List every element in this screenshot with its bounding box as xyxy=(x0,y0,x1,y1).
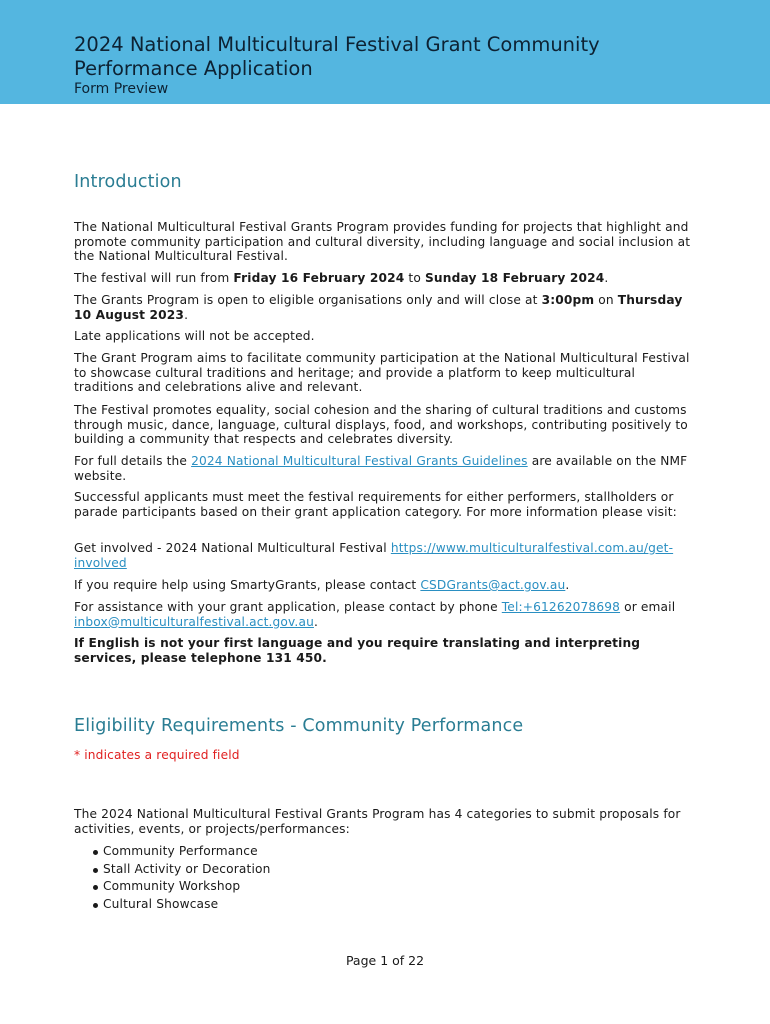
assistance-paragraph xyxy=(74,600,694,629)
categories-list xyxy=(74,843,271,913)
form-subtitle: Form Preview xyxy=(74,81,169,97)
text: . xyxy=(604,271,609,285)
inbox-email-link[interactable]: inbox@multiculturalfestival.act.gov.au xyxy=(74,614,314,629)
guidelines-link[interactable]: 2024 National Multicultural Festival Grants Guidelines xyxy=(191,454,528,468)
text: are available on the NMF website. xyxy=(74,454,688,483)
page-number: Page 1 of 22 xyxy=(345,953,425,968)
category-label: Cultural Showcase xyxy=(103,896,219,911)
festival-dates-paragraph xyxy=(74,271,694,286)
closing-date-paragraph xyxy=(74,293,694,322)
text: . xyxy=(313,614,318,629)
introduction-heading: Introduction xyxy=(74,172,182,192)
festival-promotes-paragraph: The Festival promotes equality, social cohesion and the sharing of cultural traditions and customs through music, dance, language, cultural displays, food, and workshops, contributing positively to building a community that respects and celebrates diversity. xyxy=(74,403,688,447)
categories-intro-paragraph: The 2024 National Multicultural Festival Grants Program has 4 categories to submit proposals for activities, events, or projects/performances: xyxy=(74,807,681,836)
get-involved-link[interactable]: https://www.multiculturalfestival.com.au/get-involved xyxy=(74,541,674,570)
category-label: Stall Activity or Decoration xyxy=(103,861,271,876)
late-applications-paragraph: Late applications will not be accepted. xyxy=(74,329,315,343)
list-item xyxy=(74,861,271,879)
intro-paragraph-1: The National Multicultural Festival Grants Program provides funding for projects that highlight and promote community participation and cultural diversity, including language and social inclusion at the National Multicultural Festival. xyxy=(74,220,691,264)
program-aims-paragraph: The Grant Program aims to facilitate community participation at the National Multicultural Festival to showcase cultural traditions and heritage; and provide a platform to keep multicultural traditions and celebrations alive and relevant. xyxy=(74,351,690,395)
eligibility-heading: Eligibility Requirements - Community Performance xyxy=(74,716,524,736)
list-item xyxy=(74,843,271,861)
bullet-icon xyxy=(93,850,98,855)
phone-link[interactable]: Tel:+61262078698 xyxy=(501,600,621,614)
bullet-icon xyxy=(93,885,98,890)
text: The Grants Program is open to eligible organisations only and will close at xyxy=(74,293,542,307)
form-title: 2024 National Multicultural Festival Grant Community Performance Application xyxy=(74,33,600,80)
start-date: Friday 16 February 2024 xyxy=(233,271,405,285)
list-item xyxy=(74,878,271,896)
bullet-icon xyxy=(93,903,98,908)
list-item xyxy=(74,896,271,914)
smartygrants-help-paragraph xyxy=(74,578,694,593)
category-label: Community Workshop xyxy=(103,879,241,893)
text: For assistance with your grant application, please contact by phone xyxy=(74,600,502,614)
requirements-paragraph: Successful applicants must meet the festival requirements for either performers, stallholders or parade participants based on their grant application category. For more information please visit: xyxy=(74,490,677,519)
end-date: Sunday 18 February 2024 xyxy=(425,271,605,285)
closing-time: 3:00pm xyxy=(541,293,595,307)
text: The festival will run from xyxy=(74,271,234,285)
get-involved-paragraph xyxy=(74,541,674,570)
text: . xyxy=(184,307,189,322)
required-field-note: * indicates a required field xyxy=(74,748,240,762)
text: or email xyxy=(620,600,676,614)
text: Get involved - 2024 National Multicultural Festival xyxy=(74,541,391,555)
closing-date: Thursday 10 August 2023 xyxy=(74,293,683,322)
text: . xyxy=(565,578,570,592)
bullet-icon xyxy=(93,868,98,873)
text: For full details the xyxy=(74,454,192,468)
text: on xyxy=(594,293,618,307)
guidelines-paragraph xyxy=(74,454,694,483)
text: to xyxy=(404,271,425,285)
category-label: Community Performance xyxy=(103,844,258,858)
header-banner xyxy=(0,0,770,104)
translating-services-paragraph: If English is not your first language and you require translating and interpreting services, please telephone 131 450. xyxy=(74,636,641,665)
csd-grants-email-link[interactable]: CSDGrants@act.gov.au xyxy=(420,578,566,592)
text: If you require help using SmartyGrants, please contact xyxy=(74,578,421,592)
